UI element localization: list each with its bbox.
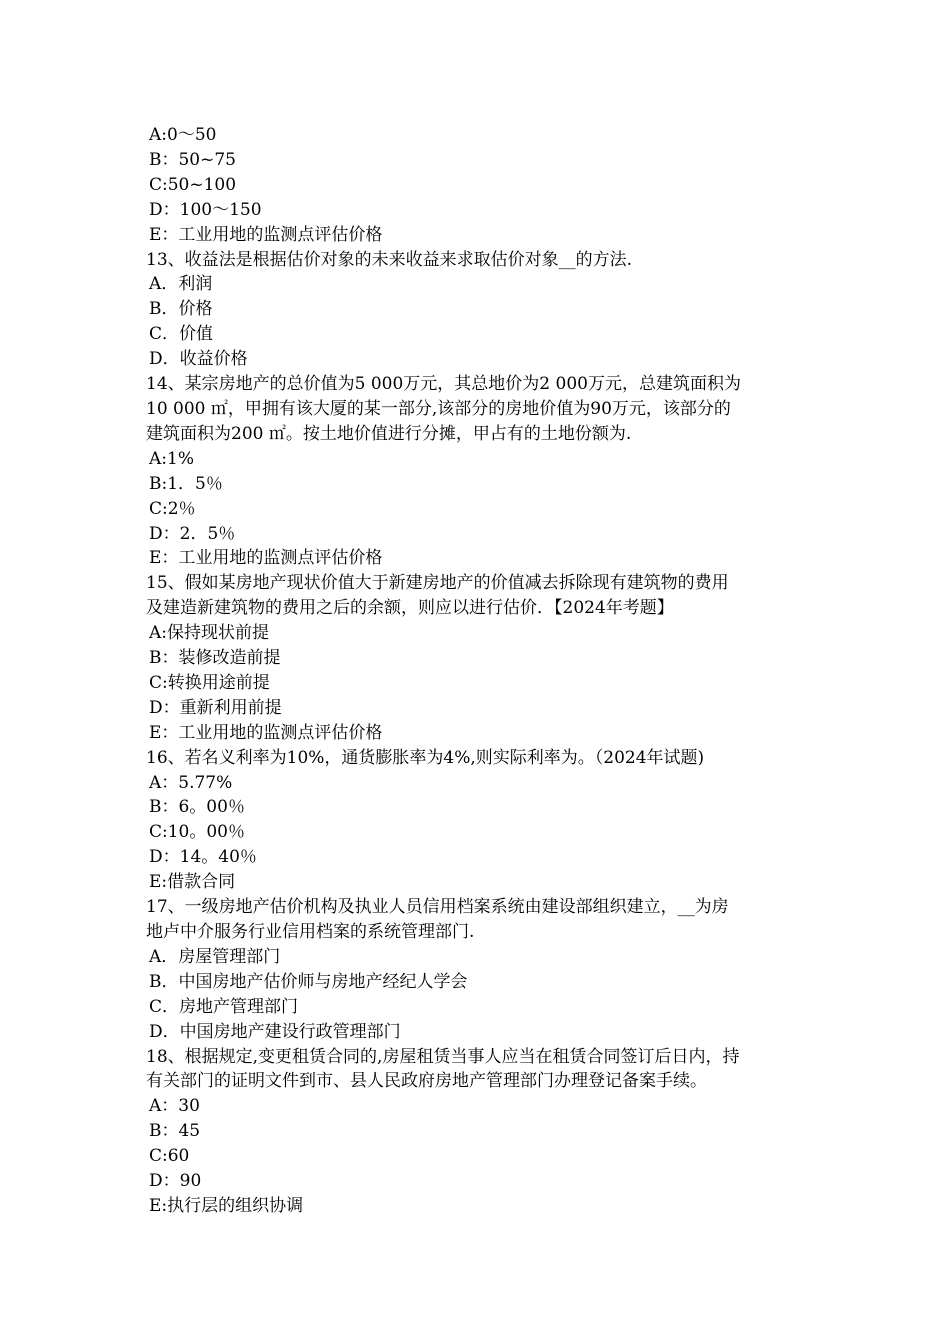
answer-option-line: D：重新利用前提 — [149, 697, 282, 718]
answer-option-line: E:借款合同 — [149, 872, 236, 893]
answer-option-line: E：工业用地的监测点评估价格 — [149, 548, 383, 569]
answer-option-line: C:2％ — [149, 498, 196, 519]
answer-option-line: D：2．5％ — [149, 523, 236, 544]
answer-option-line: C:60 — [149, 1146, 190, 1167]
answer-option-line: C．价值 — [149, 324, 214, 345]
answer-option-line: C．房地产管理部门 — [149, 996, 299, 1017]
document-body — [146, 123, 811, 1219]
answer-option-line: D：90 — [149, 1171, 202, 1192]
answer-option-line: B．价格 — [149, 299, 213, 320]
question-text-line: 地卢中介服务行业信用档案的系统管理部门. — [146, 922, 475, 942]
question-text-line: 13、收益法是根据估价对象的未来收益来求取估价对象__的方法. — [146, 249, 633, 270]
answer-option-line: A．房屋管理部门 — [149, 946, 281, 967]
answer-option-line: C:10。00％ — [149, 822, 245, 843]
answer-option-line: B．中国房地产估价师与房地产经纪人学会 — [149, 971, 468, 992]
answer-option-line: B：50~75 — [149, 149, 237, 170]
answer-option-line: D．中国房地产建设行政管理部门 — [149, 1021, 401, 1042]
answer-option-line: B：45 — [149, 1121, 201, 1142]
answer-option-line: A：5.77% — [149, 772, 233, 793]
answer-option-line: C:50~100 — [149, 174, 237, 195]
answer-option-line: E：工业用地的监测点评估价格 — [149, 722, 383, 743]
answer-option-line: A：30 — [149, 1096, 200, 1117]
answer-option-line: B：装修改造前提 — [149, 648, 281, 669]
answer-option-line: B:1．5％ — [149, 473, 223, 494]
answer-option-line: A:1% — [149, 448, 194, 469]
answer-option-line: E：工业用地的监测点评估价格 — [149, 224, 383, 245]
question-text-line: 15、假如某房地产现状价值大于新建房地产的价值减去拆除现有建筑物的费用 — [146, 573, 729, 594]
question-text-line: 有关部门的证明文件到市、县人民政府房地产管理部门办理登记备案手续。 — [146, 1071, 707, 1092]
answer-option-line: D．收益价格 — [149, 349, 248, 370]
question-text-line: 10 000 ㎡，甲拥有该大厦的某一部分,该部分的房地价值为90万元，该部分的 — [146, 398, 731, 419]
question-text-line: 14、某宗房地产的总价值为5 000万元，其总地价为2 000万元，总建筑面积为 — [146, 374, 741, 395]
answer-option-line: D：100～150 — [149, 199, 262, 220]
answer-option-line: A:保持现状前提 — [149, 623, 270, 644]
question-text-line: 18、根据规定,变更租赁合同的,房屋租赁当事人应当在租赁合同签订后日内，持 — [146, 1046, 740, 1067]
answer-option-line: B：6。00％ — [149, 797, 245, 818]
question-text-line: 16、若名义利率为10%，通货膨胀率为4%,则实际利率为。（2024年试题) — [146, 747, 705, 768]
question-text-line: 建筑面积为200 ㎡。按土地价值进行分摊，甲占有的土地份额为. — [146, 423, 632, 444]
answer-option-line: D：14。40％ — [149, 847, 257, 868]
question-text-line: 17、一级房地产估价机构及执业人员信用档案系统由建设部组织建立，__为房 — [146, 897, 729, 918]
answer-option-line: E:执行层的组织协调 — [149, 1195, 304, 1216]
answer-option-line: C:转换用途前提 — [149, 672, 270, 693]
question-text-line: 及建造新建筑物的费用之后的余额，则应以进行估价．【2024年考题】 — [146, 598, 674, 619]
answer-option-line: A:0～50 — [149, 125, 217, 145]
answer-option-line: A．利润 — [149, 274, 213, 295]
